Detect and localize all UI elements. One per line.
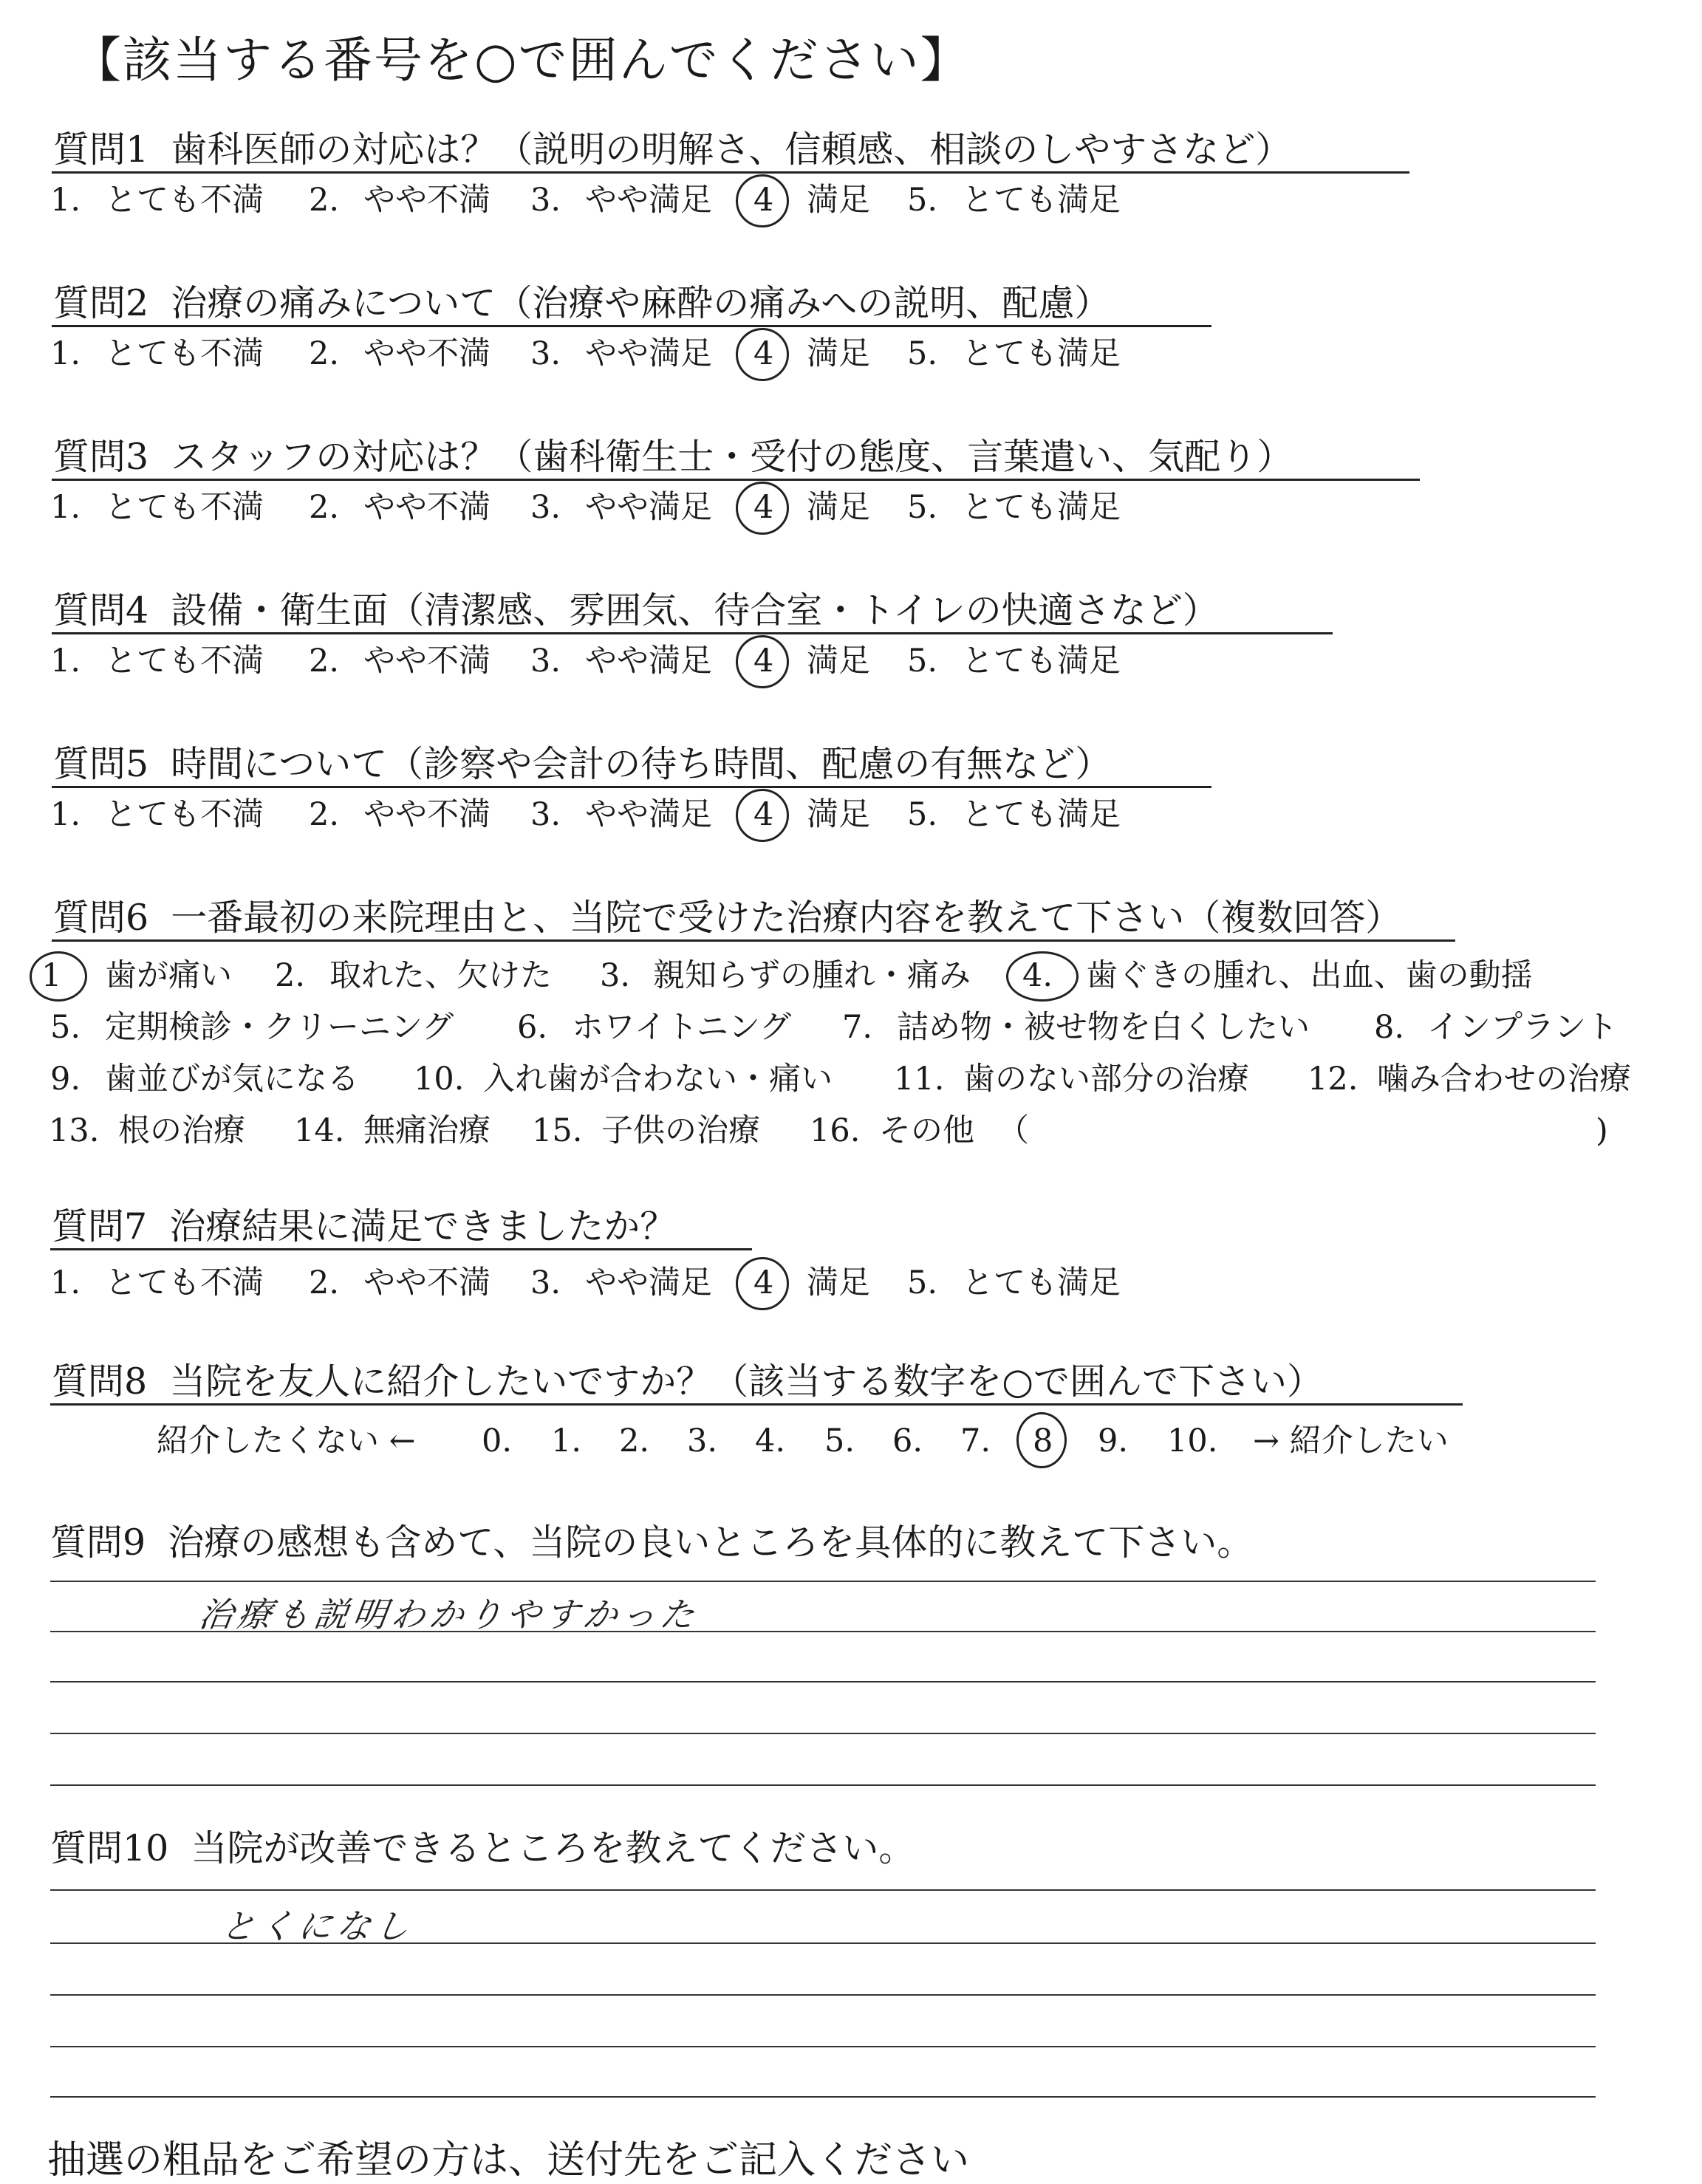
- question-text: 治療の痛みについて（治療や麻酔の痛みへの説明、配慮）: [171, 282, 1111, 324]
- option-number: 5.: [907, 796, 938, 833]
- option-number: 13.: [49, 1112, 100, 1149]
- page-title: 【該当する番号を○で囲んでください】: [72, 32, 971, 89]
- option-label: やや不満: [363, 335, 491, 372]
- option-label: とても不満: [105, 796, 264, 833]
- option-number: 1.: [50, 335, 81, 372]
- selection-circle: [1006, 951, 1079, 1002]
- question-10-heading: [50, 1827, 915, 1869]
- option-label: 親知らずの腫れ・痛み: [653, 957, 971, 994]
- option-number: 2.: [309, 489, 340, 526]
- scale-number: 9.: [1098, 1423, 1129, 1459]
- question-text: 当院を友人に紹介したいですか？（該当する数字を○で囲んで下さい）: [169, 1360, 1323, 1403]
- option-number: 3.: [600, 957, 631, 994]
- option-number: 1.: [50, 796, 81, 833]
- option-label: 無痛治療: [363, 1112, 491, 1149]
- option-label: やや満足: [585, 489, 712, 526]
- option-number: 3.: [530, 489, 561, 526]
- question-number: 質問8: [52, 1360, 148, 1403]
- scale-number: 6.: [892, 1423, 923, 1459]
- option-label: とても満足: [962, 643, 1121, 679]
- question-number: 質問10: [50, 1827, 169, 1869]
- option-number: 5.: [907, 1264, 938, 1301]
- answer-line: [50, 1994, 1596, 1996]
- option-number: 4: [753, 643, 774, 679]
- option-number: 4: [753, 182, 774, 219]
- option-number: 3.: [530, 1264, 561, 1301]
- option-label: 定期検診・クリーニング: [105, 1009, 454, 1046]
- option-label: やや満足: [585, 796, 712, 833]
- scale-right-label: → 紹介したい: [1253, 1423, 1449, 1459]
- selection-circle: [1016, 1412, 1067, 1468]
- question-number: 質問5: [53, 743, 149, 785]
- option-label: インプラント: [1427, 1009, 1618, 1046]
- question-7-heading: [52, 1205, 677, 1247]
- option-number: 1.: [50, 643, 81, 679]
- option-label: 取れた、欠けた: [329, 957, 552, 994]
- scale-number: 4.: [755, 1423, 786, 1459]
- question-1-heading: [53, 129, 1292, 171]
- option-number: 16.: [810, 1112, 861, 1149]
- selection-circle: [736, 482, 789, 535]
- option-number: 6.: [517, 1009, 548, 1046]
- option-label: やや不満: [363, 182, 491, 219]
- option-label: 歯のない部分の治療: [963, 1061, 1249, 1098]
- option-number: 2.: [309, 335, 340, 372]
- option-number: 2.: [309, 643, 340, 679]
- option-label: 満足: [807, 1264, 870, 1301]
- option-label: 子供の治療: [601, 1112, 760, 1149]
- option-label: とても満足: [962, 182, 1121, 219]
- option-label: その他: [879, 1112, 974, 1149]
- answer-line: [50, 2096, 1596, 2098]
- selection-circle: [30, 951, 87, 1002]
- option-number: 2.: [309, 182, 340, 219]
- option-number: 4: [753, 1264, 774, 1301]
- answer-line: [50, 1889, 1596, 1891]
- question-number: 質問4: [53, 589, 149, 631]
- scale-number: 3.: [687, 1423, 718, 1459]
- option-number: 2.: [309, 1264, 340, 1301]
- option-number: 4: [753, 489, 774, 526]
- scale-number: 10.: [1167, 1423, 1218, 1459]
- option-label: 歯が痛い: [105, 957, 232, 994]
- option-label: とても不満: [105, 1264, 264, 1301]
- question-number: 質問3: [53, 436, 149, 478]
- answer-line: [50, 1581, 1596, 1582]
- option-label: 満足: [807, 643, 870, 679]
- option-number: 7.: [842, 1009, 873, 1046]
- option-number: 3.: [530, 182, 561, 219]
- scale-number: 2.: [619, 1423, 650, 1459]
- option-label: とても不満: [105, 335, 264, 372]
- option-number: 5.: [907, 182, 938, 219]
- selection-circle: [736, 1257, 789, 1310]
- option-label: やや不満: [363, 1264, 491, 1301]
- question-text: 治療の感想も含めて、当院の良いところを具体的に教えて下さい。: [168, 1521, 1254, 1564]
- option-number: 5.: [907, 643, 938, 679]
- answer-line: [50, 1733, 1596, 1734]
- question-number: 質問6: [53, 897, 149, 939]
- option-label: 満足: [807, 182, 870, 219]
- selection-circle: [736, 328, 789, 381]
- option-number: 3.: [530, 643, 561, 679]
- scale-number: 1.: [551, 1423, 582, 1459]
- option-label: 入れ歯が合わない・痛い: [483, 1061, 833, 1098]
- option-label: 満足: [807, 489, 870, 526]
- underline: [50, 1248, 752, 1250]
- option-label: とても満足: [962, 1264, 1121, 1301]
- option-number: 2.: [309, 796, 340, 833]
- option-number: 3.: [530, 796, 561, 833]
- option-number: 1: [41, 957, 62, 994]
- option-label: やや不満: [363, 489, 491, 526]
- option-label: やや不満: [363, 643, 491, 679]
- question-text: 歯科医師の対応は？（説明の明解さ、信頼感、相談のしやすさなど）: [171, 129, 1292, 171]
- underline: [52, 325, 1211, 327]
- option-number: 8.: [1374, 1009, 1405, 1046]
- answer-line: [50, 2046, 1596, 2047]
- option-label: やや満足: [585, 335, 712, 372]
- option-label: やや満足: [585, 643, 712, 679]
- option-number: 4: [753, 796, 774, 833]
- selection-circle: [736, 789, 789, 842]
- underline: [52, 171, 1409, 174]
- question-number: 質問9: [50, 1521, 146, 1564]
- scale-number: 7.: [960, 1423, 991, 1459]
- handwritten-answer-q9: 治療も説明わかりやすかった: [196, 1595, 702, 1634]
- option-label: やや満足: [585, 182, 712, 219]
- underline: [52, 479, 1420, 481]
- option-label: とても不満: [105, 643, 264, 679]
- scale-number-selected: 8: [1033, 1423, 1053, 1459]
- option-number: 10.: [414, 1061, 465, 1098]
- close-paren: ): [1596, 1112, 1608, 1149]
- option-label: 歯ぐきの腫れ、出血、歯の動揺: [1086, 957, 1533, 994]
- question-text: 当院が改善できるところを教えてください。: [191, 1827, 915, 1869]
- option-label: 根の治療: [118, 1112, 245, 1149]
- option-label: ホワイトニング: [572, 1009, 792, 1046]
- question-text: 一番最初の来院理由と、当院で受けた治療内容を教えて下さい（複数回答）: [171, 897, 1402, 939]
- option-label: 詰め物・被せ物を白くしたい: [897, 1009, 1310, 1046]
- option-number: 12.: [1308, 1061, 1358, 1098]
- option-label: やや満足: [585, 1264, 712, 1301]
- underline: [50, 1403, 1463, 1406]
- option-label: 歯並びが気になる: [105, 1061, 359, 1098]
- option-number: 4: [753, 335, 774, 372]
- question-text: 時間について（診察や会計の待ち時間、配慮の有無など）: [171, 743, 1112, 785]
- option-number: 1.: [50, 182, 81, 219]
- question-4-heading: [53, 589, 1219, 631]
- option-label: とても満足: [962, 489, 1121, 526]
- footer-note: 抽選の粗品をご希望の方は、送付先をご記入ください: [47, 2138, 970, 2183]
- question-6-heading: [53, 897, 1402, 939]
- option-number: 14.: [294, 1112, 345, 1149]
- underline: [52, 632, 1333, 634]
- underline: [52, 939, 1455, 942]
- question-text: 設備・衛生面（清潔感、雰囲気、待合室・トイレの快適さなど）: [171, 589, 1219, 631]
- option-number: 5.: [50, 1009, 81, 1046]
- option-label: やや不満: [363, 796, 491, 833]
- option-label: 噛み合わせの治療: [1377, 1061, 1631, 1098]
- option-label: とても満足: [962, 796, 1121, 833]
- answer-line: [50, 1681, 1596, 1682]
- question-text: 治療結果に満足できましたか？: [169, 1205, 677, 1247]
- option-number: 11.: [894, 1061, 945, 1098]
- selection-circle: [736, 635, 789, 688]
- option-number: 4.: [1022, 957, 1053, 994]
- scale-number: 0.: [482, 1423, 513, 1459]
- option-label: とても満足: [962, 335, 1121, 372]
- option-label: 満足: [807, 335, 870, 372]
- option-number: 9.: [50, 1061, 81, 1098]
- option-number: 1.: [50, 1264, 81, 1301]
- option-number: 15.: [532, 1112, 583, 1149]
- question-number: 質問1: [53, 129, 149, 171]
- option-number: 1.: [50, 489, 81, 526]
- question-8-heading: [52, 1360, 1323, 1403]
- option-number: 2.: [275, 957, 306, 994]
- open-paren: （: [997, 1112, 1029, 1149]
- option-number: 3.: [530, 335, 561, 372]
- option-label: とても不満: [105, 489, 264, 526]
- option-number: 5.: [907, 489, 938, 526]
- question-3-heading: [53, 436, 1293, 478]
- scale-number: 5.: [824, 1423, 855, 1459]
- selection-circle: [736, 174, 789, 227]
- scale-left-label: 紹介したくない ←: [157, 1423, 416, 1459]
- question-5-heading: [53, 743, 1112, 785]
- question-9-heading: [50, 1521, 1254, 1564]
- underline: [52, 786, 1211, 788]
- handwritten-answer-q10: とくになし: [218, 1906, 417, 1946]
- question-number: 質問7: [52, 1205, 148, 1247]
- option-number: 5.: [907, 335, 938, 372]
- question-2-heading: [53, 282, 1111, 324]
- answer-line: [50, 1784, 1596, 1786]
- option-label: 満足: [807, 796, 870, 833]
- option-label: とても不満: [105, 182, 264, 219]
- question-text: スタッフの対応は？（歯科衛生士・受付の態度、言葉遣い、気配り）: [171, 436, 1293, 478]
- question-number: 質問2: [53, 282, 149, 324]
